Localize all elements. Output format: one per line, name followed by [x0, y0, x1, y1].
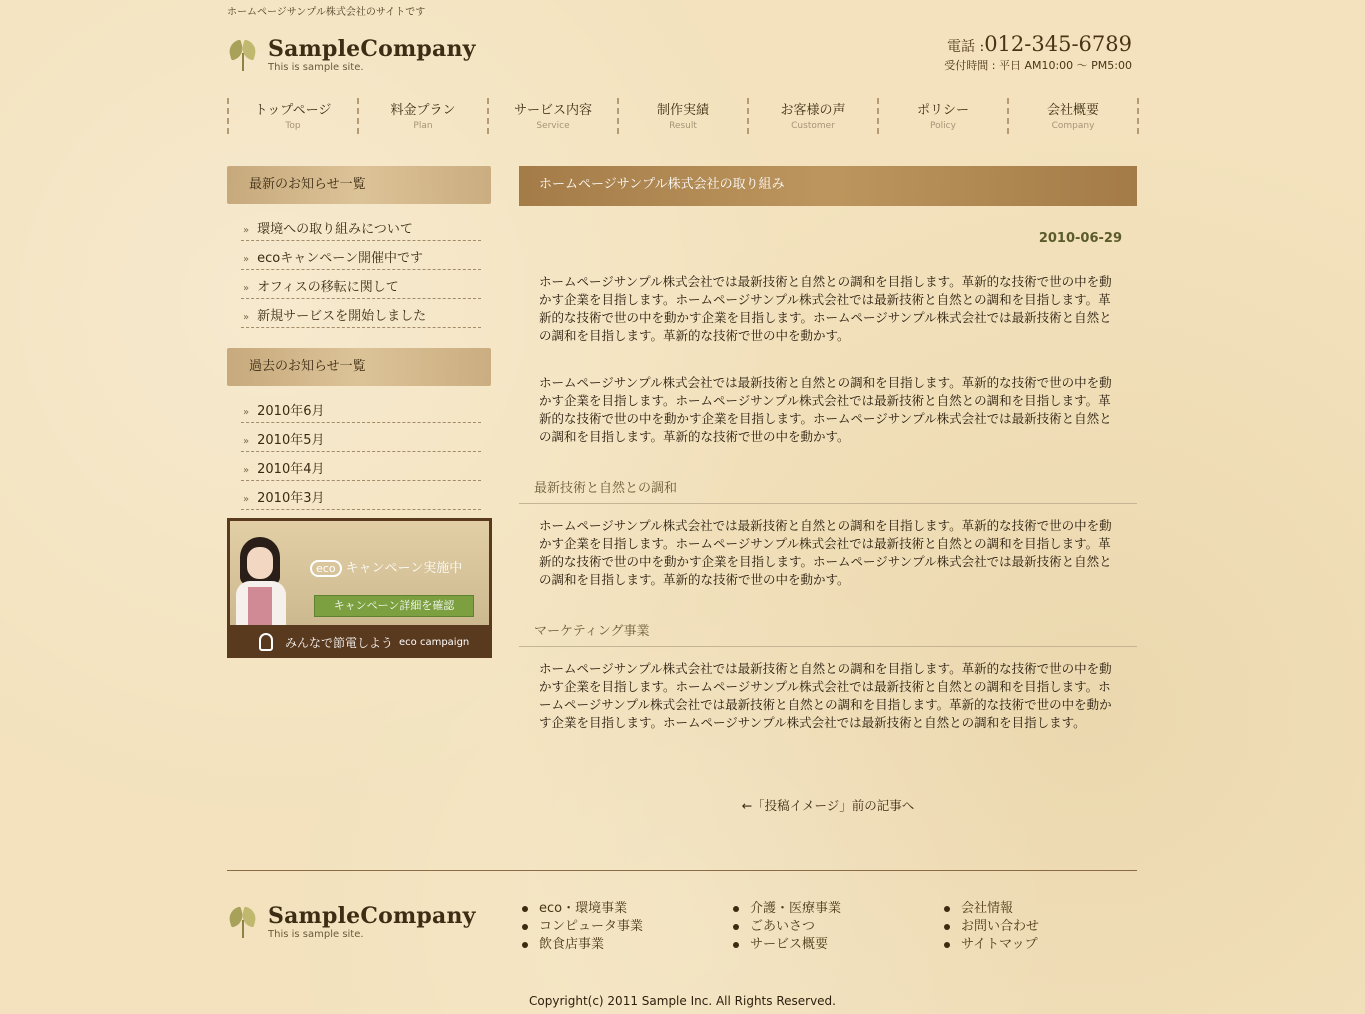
archive-link-text: 2010年6月	[257, 404, 325, 419]
footer-link[interactable]: eco・環境事業	[522, 900, 643, 918]
campaign-details-button[interactable]: キャンペーン詳細を確認	[314, 595, 474, 617]
footer-links-col3	[944, 900, 1039, 954]
nav-label: サービス内容	[513, 103, 592, 118]
article-title: ホームページサンプル株式会社の取り組み	[519, 166, 1137, 206]
nav-item-customer[interactable]	[749, 98, 879, 134]
nav-label: 制作実績	[656, 103, 709, 118]
arrow-marker-icon: »	[243, 465, 250, 476]
footer-link[interactable]: お問い合わせ	[944, 918, 1039, 936]
arrow-marker-icon: »	[243, 283, 250, 294]
phone-label: 電話 :	[947, 39, 985, 55]
footer-links-col2	[733, 900, 841, 954]
section-heading: 最新技術と自然との調和	[519, 478, 1137, 504]
lightbulb-icon	[259, 633, 273, 651]
main-content	[519, 166, 1137, 826]
nav-label: トップページ	[254, 103, 332, 118]
nav-sublabel: Customer	[791, 121, 835, 131]
past-news-heading: 過去のお知らせ一覧	[227, 348, 491, 386]
footer-logo[interactable]	[227, 904, 476, 940]
footer-link[interactable]: コンピュータ事業	[522, 918, 643, 936]
footer-link[interactable]: サイトマップ	[944, 936, 1039, 954]
nav-sublabel: Plan	[413, 121, 433, 131]
banner-panel	[230, 521, 489, 625]
article-paragraph: ホームページサンプル株式会社では最新技術と自然との調和を目指します。革新的な技術で世の中を動かす企業を目指します。ホームページサンプル株式会社では最新技術と自然との調和を目指します。革新的な技術で世の中を動かす企業を目指します。ホームページサンプル株式会社では最新技術と自然との調和を目指します。革新的な技術で世の中を動かす。	[539, 274, 1112, 343]
leaf-logo-icon	[227, 904, 259, 938]
nav-label: お客様の声	[780, 103, 846, 118]
nav-item-top[interactable]	[229, 98, 359, 134]
nav-label: 会社概要	[1046, 103, 1099, 118]
arrow-marker-icon: »	[243, 407, 250, 418]
latest-news-item[interactable]	[241, 299, 481, 328]
archive-item[interactable]	[241, 394, 481, 423]
archive-link-text: 2010年3月	[257, 491, 325, 506]
nav-item-policy[interactable]	[879, 98, 1009, 134]
eco-badge: eco	[310, 560, 342, 577]
footer-link[interactable]: 会社情報	[944, 900, 1039, 918]
news-link-text: ecoキャンペーン開催中です	[257, 251, 423, 266]
news-link-text: オフィスの移転に関して	[257, 280, 399, 295]
footer-link[interactable]: ごあいさつ	[733, 918, 841, 936]
archive-link-text: 2010年5月	[257, 433, 325, 448]
archive-item[interactable]	[241, 481, 481, 510]
banner-footer	[227, 626, 492, 658]
previous-post-link[interactable]: ←「投稿イメージ」前の記事へ	[741, 798, 915, 813]
eco-campaign-banner[interactable]	[227, 518, 492, 658]
archive-link-text: 2010年4月	[257, 462, 325, 477]
arrow-marker-icon: »	[243, 312, 250, 323]
arrow-marker-icon: »	[243, 494, 250, 505]
phone-info	[944, 32, 1132, 73]
latest-news-heading: 最新のお知らせ一覧	[227, 166, 491, 204]
footer-links-col1	[522, 900, 643, 954]
news-link-text: 新規サービスを開始しました	[257, 309, 427, 324]
campaign-label: キャンペーン実施中	[345, 561, 463, 576]
phone-number: 012-345-6789	[984, 32, 1132, 56]
article-date: 2010-06-29	[1038, 231, 1122, 246]
nav-sublabel: Result	[669, 121, 697, 131]
nav-label: 料金プラン	[390, 103, 456, 118]
nav-sublabel: Top	[285, 121, 301, 131]
logo-name: SampleCompany	[268, 36, 476, 62]
latest-news-list	[241, 212, 481, 328]
nav-item-service[interactable]	[489, 98, 619, 134]
logo-subtitle: This is sample site.	[268, 929, 364, 940]
arrow-marker-icon: »	[243, 254, 250, 265]
leaf-logo-icon	[227, 37, 259, 71]
sidebar	[227, 166, 491, 530]
article-paragraph: ホームページサンプル株式会社では最新技術と自然との調和を目指します。革新的な技術で世の中を動かす企業を目指します。ホームページサンプル株式会社では最新技術と自然との調和を目指します。革新的な技術で世の中を動かす企業を目指します。ホームページサンプル株式会社では最新技術と自然との調和を目指します。革新的な技術で世の中を動かす。	[539, 518, 1112, 587]
arrow-marker-icon: »	[243, 225, 250, 236]
logo-name: SampleCompany	[268, 903, 476, 929]
banner-campaign-text	[310, 557, 462, 577]
archive-item[interactable]	[241, 452, 481, 481]
banner-footer-text: みんなで節電しよう	[285, 635, 394, 650]
nav-label: ポリシー	[916, 103, 969, 118]
article-paragraph: ホームページサンプル株式会社では最新技術と自然との調和を目指します。革新的な技術で世の中を動かす企業を目指します。ホームページサンプル株式会社では最新技術と自然との調和を目指します。ホームページサンプル株式会社では最新技術と自然との調和を目指します。革新的な技術で世の中を動かす企業を目指します。ホームページサンプル株式会社では最新技術と自然との調和を目指します。	[539, 661, 1112, 730]
nav-item-company[interactable]	[1009, 98, 1139, 134]
nav-sublabel: Policy	[930, 121, 956, 131]
business-hours: 受付時間 : 平日 AM10:00 〜 PM5:00	[944, 59, 1132, 72]
copyright: Copyright(c) 2011 Sample Inc. All Rights Reserved.	[529, 994, 836, 1008]
site-tagline: ホームページサンプル株式会社のサイトです	[227, 7, 426, 18]
footer-link[interactable]: サービス概要	[733, 936, 841, 954]
arrow-marker-icon: »	[243, 436, 250, 447]
nav-item-result[interactable]	[619, 98, 749, 134]
global-nav	[227, 98, 1139, 134]
news-link-text: 環境への取り組みについて	[257, 222, 413, 237]
footer-divider	[227, 870, 1137, 871]
article-paragraph: ホームページサンプル株式会社では最新技術と自然との調和を目指します。革新的な技術で世の中を動かす企業を目指します。ホームページサンプル株式会社では最新技術と自然との調和を目指します。革新的な技術で世の中を動かす企業を目指します。ホームページサンプル株式会社では最新技術と自然との調和を目指します。革新的な技術で世の中を動かす。	[539, 375, 1112, 444]
woman-photo-icon	[234, 537, 288, 625]
nav-item-plan[interactable]	[359, 98, 489, 134]
footer-link[interactable]: 介護・医療事業	[733, 900, 841, 918]
banner-footer-en: eco campaign	[399, 636, 470, 648]
latest-news-item[interactable]	[241, 241, 481, 270]
latest-news-item[interactable]	[241, 270, 481, 299]
footer-link[interactable]: 飲食店事業	[522, 936, 643, 954]
site-logo[interactable]	[227, 37, 476, 73]
past-news-list	[241, 394, 481, 510]
latest-news-item[interactable]	[241, 212, 481, 241]
nav-sublabel: Service	[536, 121, 570, 131]
archive-item[interactable]	[241, 423, 481, 452]
section-heading: マーケティング事業	[519, 621, 1137, 647]
nav-sublabel: Company	[1051, 121, 1095, 131]
logo-subtitle: This is sample site.	[268, 62, 364, 73]
